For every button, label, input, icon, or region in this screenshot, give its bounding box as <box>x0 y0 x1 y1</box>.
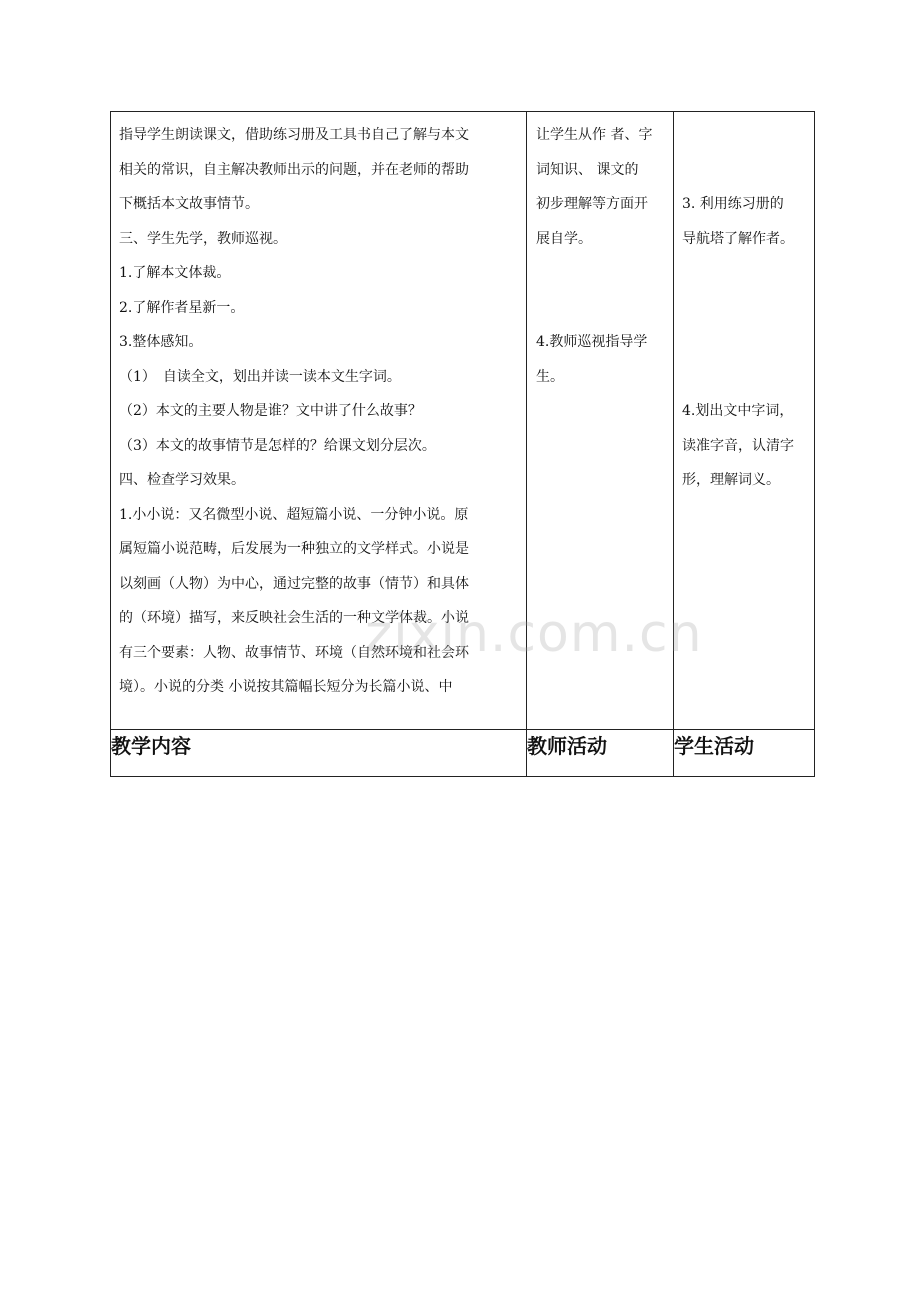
student-activity-line <box>682 153 808 188</box>
header-teacher-activity: 教师活动 <box>527 730 674 777</box>
teaching-content-cell <box>111 112 527 730</box>
teacher-activity-line: 让学生从作 者、字 <box>536 127 653 143</box>
content-line: 1.小小说：又名微型小说、超短篇小说、一分钟小说。原 <box>119 506 469 523</box>
teacher-activity-line: 4.教师巡视指导学 <box>536 334 648 350</box>
content-line: 三、学生先学，教师巡视。 <box>119 230 287 247</box>
student-activity-line: 3. 利用练习册的 <box>682 196 784 212</box>
content-line: 1.了解本文体裁。 <box>119 265 231 281</box>
content-line: 下概括本文故事情节。 <box>119 196 259 212</box>
content-line: （1） 自读全文，划出并读一读本文生字词。 <box>119 368 401 385</box>
content-line: 3.整体感知。 <box>119 334 203 350</box>
student-activity-line <box>682 325 808 360</box>
header-student-activity: 学生活动 <box>674 730 815 777</box>
teacher-activity-line <box>536 291 666 326</box>
student-activity-line <box>682 256 808 291</box>
content-line: 的（环境）描写，来反映社会生活的一种文学体裁。小说 <box>119 610 469 626</box>
content-line: （3）本文的故事情节是怎样的？给课文划分层次。 <box>119 437 436 454</box>
teacher-activity-line: 展自学。 <box>536 230 592 247</box>
content-line: 2.了解作者星新一。 <box>119 299 245 316</box>
student-activity-text <box>674 112 814 729</box>
header-row <box>111 730 815 777</box>
content-line: 属短篇小说范畴，后发展为一种独立的文学样式。小说是 <box>119 541 469 557</box>
student-activity-cell <box>674 112 815 730</box>
teacher-activity-line <box>536 256 666 291</box>
content-line: 境）。小说的分类 小说按其篇幅长短分为长篇小说、中 <box>119 679 453 695</box>
teacher-activity-text <box>527 112 673 729</box>
body-row <box>111 112 815 730</box>
content-line: 有三个要素：人物、故事情节、环境（自然环境和社会环 <box>119 644 469 661</box>
lesson-plan-table <box>110 111 815 777</box>
student-activity-line: 读准字音，认清字 <box>682 437 794 454</box>
content-line: 以刻画（人物）为中心，通过完整的故事（情节）和具体 <box>119 575 469 592</box>
student-activity-line: 形，理解词义。 <box>682 472 780 488</box>
teacher-activity-line: 词知识、 课文的 <box>536 161 639 178</box>
student-activity-line <box>682 291 808 326</box>
student-activity-line <box>682 118 808 153</box>
content-line: 相关的常识，自主解决教师出示的问题，并在老师的帮助 <box>119 161 469 178</box>
student-activity-line: 4.划出文中字词， <box>682 403 794 419</box>
content-line: 指导学生朗读课文，借助练习册及工具书自己了解与本文 <box>119 127 469 143</box>
teacher-activity-line: 生。 <box>536 368 564 385</box>
teacher-activity-cell <box>527 112 674 730</box>
watermark-text: zixin.com.cn <box>365 604 703 664</box>
student-activity-line <box>682 360 808 395</box>
content-line: 四、检查学习效果。 <box>119 472 245 488</box>
teacher-activity-line: 初步理解等方面开 <box>536 196 648 212</box>
content-line: （2）本文的主要人物是谁？文中讲了什么故事？ <box>119 403 422 419</box>
teaching-content-text <box>111 112 526 729</box>
header-teaching-content: 教学内容 <box>111 730 527 777</box>
student-activity-line: 导航塔了解作者。 <box>682 230 794 247</box>
